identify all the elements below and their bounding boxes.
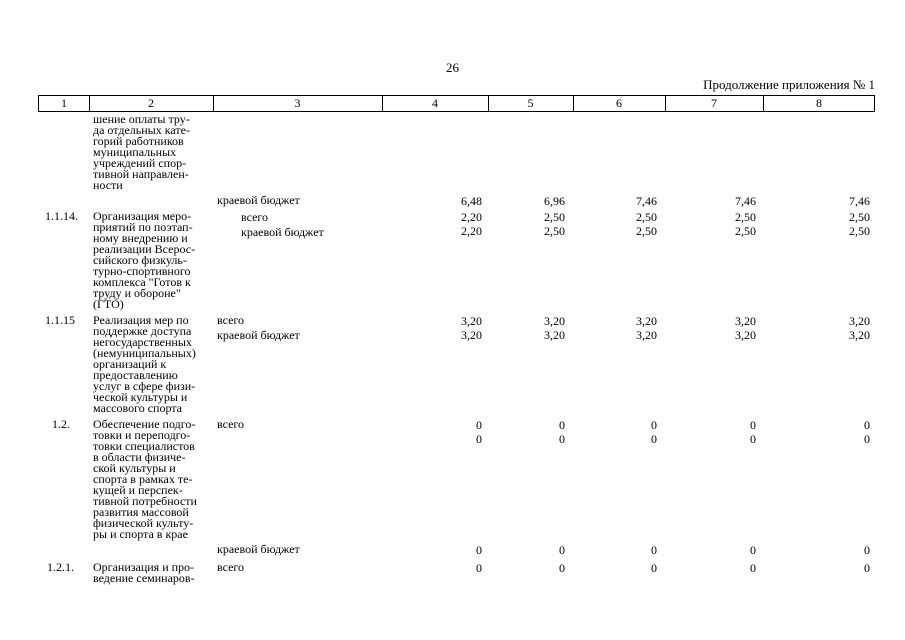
- row-number: 1.1.15: [45, 313, 75, 327]
- value-col-6: 0: [651, 543, 657, 557]
- funding-source: краевой бюджет: [217, 542, 300, 556]
- header-cell: 7: [711, 96, 717, 110]
- row-description: Организация меро- приятий по поэтап- ному внедрению и реализации Всерос- сийского физкуль- турно-спортивного комплекса "Готов к труду и обороне" (ГТО): [93, 209, 196, 311]
- value-col-8: 0: [864, 543, 870, 557]
- value-col-7: 0: [750, 543, 756, 557]
- value-col-5: 6,96: [544, 194, 565, 208]
- funding-source: всего: [217, 417, 245, 431]
- value-col-8: 0: [864, 561, 870, 575]
- value-col-6: 2,50 2,50: [636, 210, 657, 238]
- value-col-5: 0: [559, 543, 565, 557]
- row-number: 1.2.1.: [47, 560, 74, 574]
- value-col-4: 0: [476, 543, 482, 557]
- value-col-7: 0 0: [750, 418, 756, 446]
- row-number: 1.2.: [52, 417, 70, 431]
- page-number: 26: [446, 60, 459, 75]
- row-description: шение оплаты тру- да отдельных кате- горий работников муниципальных учреждений спор- тивной направлен- ности: [93, 112, 190, 192]
- value-col-5: 2,50 2,50: [544, 210, 565, 238]
- value-col-4: 6,48: [461, 194, 482, 208]
- value-col-4: 3,20 3,20: [461, 314, 482, 342]
- value-col-7: 2,50 2,50: [735, 210, 756, 238]
- value-col-8: 2,50 2,50: [849, 210, 870, 238]
- header-cell: 5: [527, 96, 534, 110]
- value-col-6: 0 0: [651, 418, 657, 446]
- header-cell: 1: [61, 96, 67, 110]
- value-col-6: 0: [651, 561, 657, 575]
- value-col-7: 7,46: [735, 194, 756, 208]
- value-col-8: 0 0: [864, 418, 870, 446]
- table-header-row: [38, 95, 875, 112]
- value-col-5: 0 0: [559, 418, 565, 446]
- continuation-label: Продолжение приложения № 1: [703, 77, 875, 92]
- value-col-6: 3,20 3,20: [636, 314, 657, 342]
- value-col-4: 0 0: [476, 418, 482, 446]
- value-col-7: 0: [750, 561, 756, 575]
- value-col-4: 0: [476, 561, 482, 575]
- funding-source: всего: [217, 560, 245, 574]
- value-col-8: 3,20 3,20: [849, 314, 870, 342]
- header-cell: 2: [148, 96, 154, 110]
- header-cell: 4: [432, 96, 438, 110]
- value-col-5: 0: [559, 561, 565, 575]
- value-col-4: 2,20 2,20: [461, 210, 482, 238]
- funding-source: всего краевой бюджет: [241, 210, 324, 239]
- value-col-6: 7,46: [636, 194, 657, 208]
- row-description: Реализация мер по поддержке доступа негосударственных (немуниципальных) организаций к предоставлению услуг в сфере физи- ческой культуры и массового спорта: [93, 313, 196, 415]
- value-col-8: 7,46: [849, 194, 870, 208]
- funding-source: краевой бюджет: [217, 193, 300, 207]
- value-col-7: 3,20 3,20: [735, 314, 756, 342]
- row-number: 1.1.14.: [45, 209, 78, 223]
- funding-source: всего краевой бюджет: [217, 313, 300, 342]
- row-description: Организация и про- ведение семинаров-: [93, 560, 195, 585]
- value-col-5: 3,20 3,20: [544, 314, 565, 342]
- header-cell: 3: [294, 96, 301, 110]
- header-cell: 6: [616, 96, 622, 110]
- header-cell: 8: [816, 96, 822, 110]
- row-description: Обеспечение подго- товки и переподго- товки специалистов в области физиче- ской культуры и спорта в рамках те- кущей и перспек- тивной потребности развития массовой физической культу- ры и спорта в крае: [93, 417, 197, 541]
